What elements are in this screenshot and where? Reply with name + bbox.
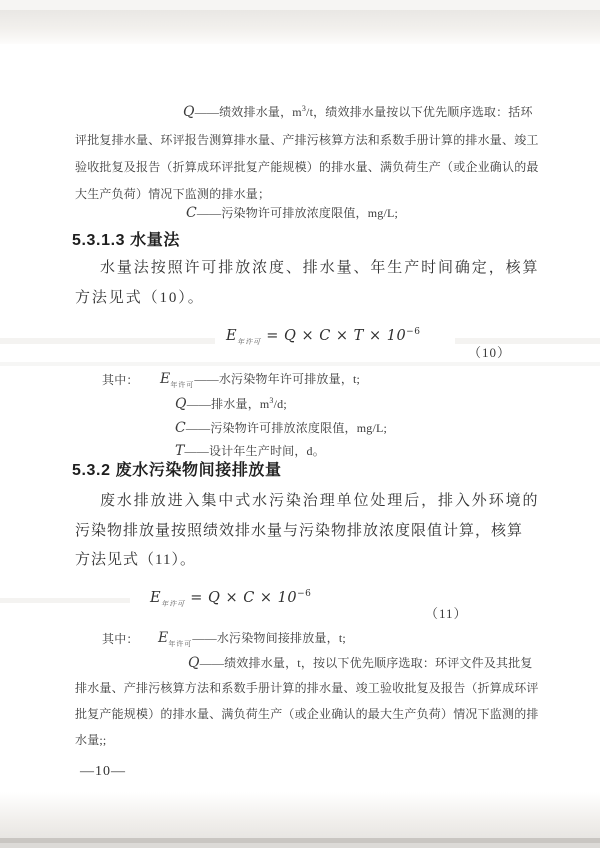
symbol-c: C (175, 420, 186, 436)
symbol-t: T (175, 443, 185, 459)
scan-streak (0, 338, 215, 344)
formula-number-11: （11） (425, 606, 468, 621)
formula-subscript: 年许可 (237, 338, 262, 346)
scan-streak (0, 598, 130, 603)
paragraph-line: 方法见式（10）。 (75, 290, 205, 306)
symbol-e: E (158, 630, 169, 646)
term-line-q-performance (183, 104, 533, 122)
def-line-q (175, 396, 287, 414)
formula-subscript: 年许可 (161, 600, 186, 608)
formula-11 (150, 589, 311, 609)
formula-var: E (226, 328, 238, 344)
def-line-c (175, 420, 387, 438)
formula-body: = Q × C × T × 10 (261, 328, 407, 344)
term-text: /d; (273, 397, 287, 411)
term-text: ——水污染物间接排放量，t; (192, 631, 346, 645)
symbol-e: E (160, 371, 171, 387)
symbol-q: Q (188, 655, 200, 671)
term-text: ——水污染物年许可排放量，t; (194, 372, 361, 386)
formula-number-10: （10） (468, 345, 512, 360)
page-number: —10— (80, 764, 126, 779)
body-line: 大生产负荷）情况下监测的排水量； (75, 187, 271, 201)
def-line-e (158, 630, 346, 649)
formula-var: E (150, 590, 162, 606)
symbol-q: Q (175, 396, 187, 412)
superscript-3: 3 (269, 396, 274, 405)
symbol-c: C (186, 205, 197, 221)
def-line-e (160, 371, 360, 390)
symbol-subscript: 年许可 (170, 381, 195, 389)
section-heading-532: 5.3.2 废水污染物间接排放量 (72, 462, 282, 479)
term-text: ——绩效排水量，t，按以下优先顺序选取：环评文件及其批复 (199, 656, 533, 670)
page-edge-shadow-light (0, 843, 600, 848)
paragraph-line: 水量法按照许可排放浓度、排水量、年生产时间确定，核算 (100, 260, 540, 276)
def-line-q (188, 655, 533, 673)
section-heading-5313: 5.3.1.3 水量法 (72, 232, 180, 249)
formula-exponent: −6 (406, 327, 421, 338)
body-line: 评批复排水量、环评报告测算排水量、产排污核算方法和系数手册计算的排水量、竣工 (75, 133, 539, 147)
symbol-q: Q (183, 104, 195, 120)
body-line: 水量;; (75, 733, 107, 747)
term-text: ——绩效排水量，m (194, 105, 302, 119)
term-line-c (186, 205, 398, 223)
term-text: ——设计年生产时间，d。 (184, 444, 325, 458)
body-line: 排水量、产排污核算方法和系数手册计算的排水量、竣工验收批复及报告（折算成环评 (75, 681, 539, 695)
formula-body: = Q × C × 10 (185, 590, 298, 606)
paragraph-line: 污染物排放量按照绩效排水量与污染物排放浓度限值计算，核算 (75, 523, 524, 539)
term-text: /t，绩效排水量按以下优先顺序选取：括环 (306, 105, 533, 119)
where-label: 其中： (102, 632, 139, 646)
formula-10 (226, 327, 420, 347)
term-text: ——污染物许可排放浓度限值，mg/L; (196, 206, 399, 220)
scan-shadow-top (0, 0, 600, 10)
superscript-3: 3 (301, 104, 307, 113)
body-line: 验收批复及报告（折算成环评批复产能规模）的排水量、满负荷生产（或企业确认的最 (75, 160, 539, 174)
formula-exponent: −6 (297, 589, 312, 600)
scan-streak (0, 362, 600, 366)
where-label: 其中： (102, 373, 139, 387)
term-text: ——排水量，m (186, 397, 270, 411)
body-line: 批复产能规模）的排水量、满负荷生产（或企业确认的最大生产负荷）情况下监测的排 (75, 707, 539, 721)
term-text: ——污染物许可排放浓度限值，mg/L; (185, 421, 388, 435)
scan-streak (455, 338, 600, 344)
paragraph-line: 方法见式（11）。 (75, 552, 196, 568)
paragraph-line: 废水排放进入集中式水污染治理单位处理后，排入外环境的 (100, 493, 540, 509)
symbol-subscript: 年许可 (168, 640, 193, 648)
scan-shadow-top-fade (0, 10, 600, 44)
def-line-t (175, 443, 325, 461)
